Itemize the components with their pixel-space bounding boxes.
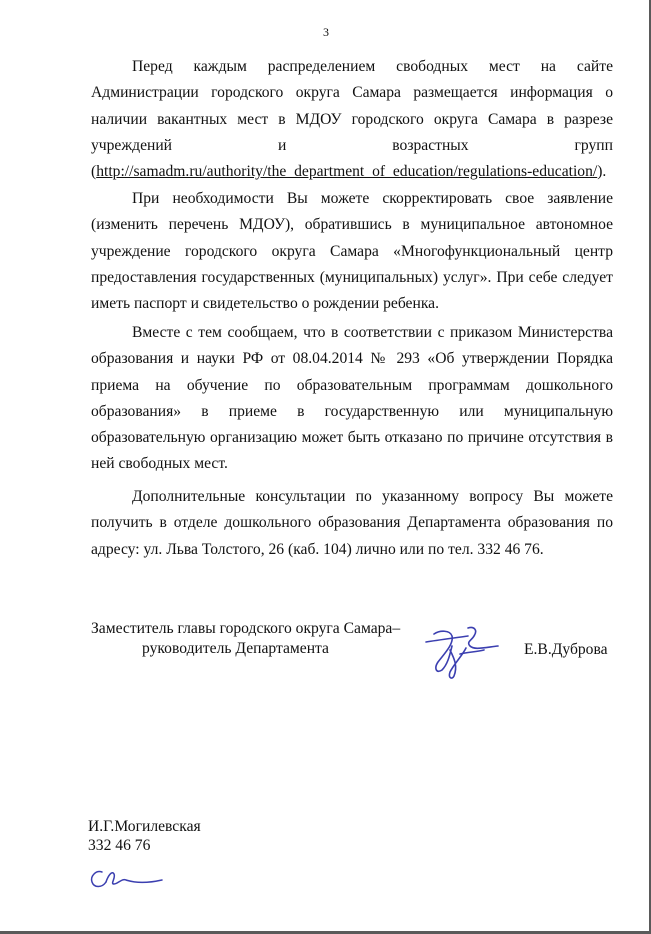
signatory-name: Е.В.Дуброва: [524, 641, 608, 658]
paragraph-vacancy-info-text: Перед каждым распределением свободных мест на сайте Администрации городского округа Самара размещается информация о наличии вакантных мест в МДОУ городского округа Самара в разрезе учреждений и возрастных групп: [91, 58, 613, 154]
paragraph-vacancy-info: [91, 54, 613, 185]
handwritten-signature: [420, 620, 502, 682]
paragraph-application-change: При необходимости Вы можете скорректировать свое заявление (изменить перечень МДОУ), обратившись в муниципальное автономное учреждение городского округа Самара «Многофункциональный центр предоставления государственных (муниципальных) услуг». При себе следует иметь паспорт и свидетельство о рождении ребенка.: [91, 190, 613, 313]
executor-phone: 332 46 76: [88, 837, 151, 854]
link-open-paren: (: [91, 163, 97, 181]
signatory-title: [91, 619, 400, 659]
page-number: 3: [323, 25, 329, 39]
link-close-paren: ).: [597, 163, 607, 181]
paragraph-ministry-order: Вместе с тем сообщаем, что в соответствии с приказом Министерства образования и науки РФ от 08.04.2014 № 293 «Об утверждении Порядка приема на обучение по образовательным программам дошкольного образования» в приеме в государственную или муниципальную образовательную организацию может быть отказано по причине отсутствия в ней свободных мест.: [91, 324, 613, 473]
signatory-title-line1: Заместитель главы городского округа Самара–: [91, 620, 401, 637]
paragraph-consultation: Дополнительные консультации по указанному вопросу Вы можете получить в отделе дошкольного образования Департамента образования по адресу: ул. Льва Толстого, 26 (каб. 104) лично или по тел. 332 46 76.: [91, 488, 613, 558]
signatory-title-line2: руководитель Департамента: [142, 640, 329, 657]
handwritten-initials: [88, 864, 168, 892]
executor-name: И.Г.Могилевская: [88, 818, 201, 835]
executor-block: [88, 817, 201, 855]
education-regulations-link[interactable]: http://samadm.ru/authority/the_department_of_education/regulations-education/: [96, 163, 598, 181]
